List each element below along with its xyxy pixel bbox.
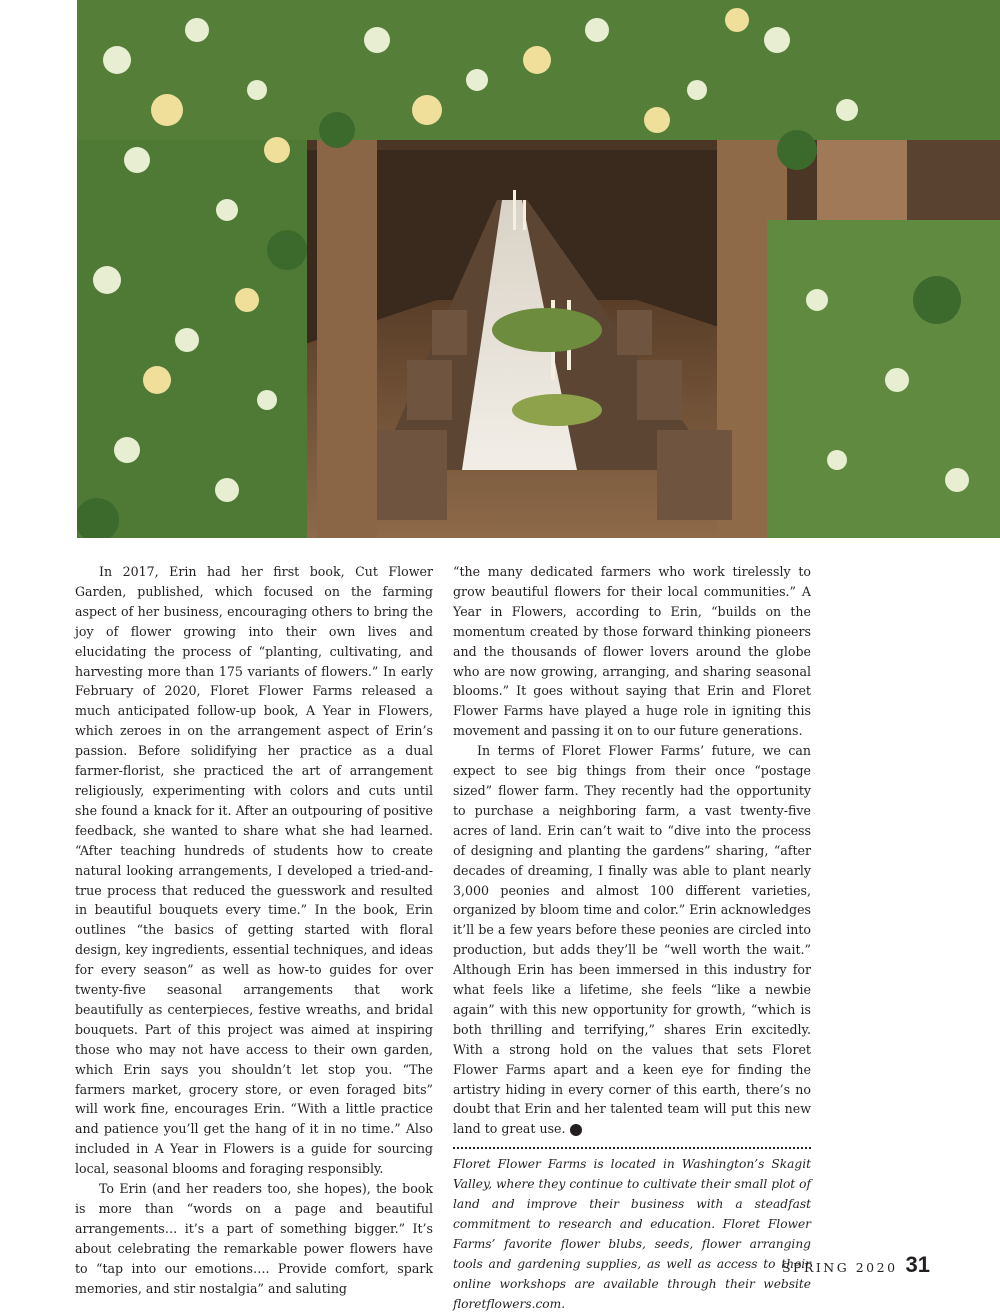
article-column-left — [75, 562, 433, 1299]
article-paragraph-continued: “the many dedicated farmers who work tirelessly to grow beautiful flowers for their local communities.” A Year in Flowers, according to Erin, “builds on the momentum created by those forward thinking pioneers and the thousands of flower lovers around the globe who are now growing, arranging, and sharing seasonal blooms.” It goes without saying that Erin and Floret Flower Farms have played a huge role in igniting this movement and passing it on to our future generations. — [453, 564, 811, 739]
article-closing-text: In terms of Floret Flower Farms’ future, we can expect to see big things from their once “postage sized” flower farm. They recently had the opportunity to purchase a neighboring farm, a vast twenty-five acres of land. Erin can’t wait to “dive into the process of designing and planting the gardens” sharing, “after decades of dreaming, I finally was able to plant nearly 3,000 peonies and almost 100 different varieties, organized by bloom time and color.” Erin acknowledges it’ll be a few years before these peonies are circled into production, but adds they’ll be “well worth the wait.” Although Erin has been immersed in this industry for what feels like a lifetime, she feels “like a newbie again” with this new opportunity for growth, “which is both thrilling and terrifying,” shares Erin excitedly. With a strong hold on the values that sets Floret Flower Farms apart and a keen eye for finding the artistry hiding in every corner of this earth, there’s no doubt that Erin and her talented team will put this new land to great use. — [453, 743, 811, 1137]
page-number: 31 — [905, 1252, 930, 1277]
dotted-divider — [453, 1147, 811, 1149]
article-paragraph — [453, 741, 811, 1139]
article-paragraph: In 2017, Erin had her first book, Cut Flower Garden, published, which focused on the farming aspect of her business, encouraging others to bring the joy of flower growing into their own lives and elucidating the process of “planting, cultivating, and harvesting more than 175 variants of flowers.” In early February of 2020, Floret Flower Farms released a much anticipated follow-up book, A Year in Flowers, which zeroes in on the arrangement aspect of Erin’s passion. Before solidifying her practice as a dual farmer-florist, she practiced the art of arrangement religiously, experimenting with colors and cuts until she found a knack for it. After an outpouring of positive feedback, she wanted to share what she had learned. “After teaching hundreds of students how to create natural looking arrangements, I developed a tried-and-true process that reduced the guesswork and resulted in beautiful bouquets every time.” In the book, Erin outlines “the basics of getting started with floral design, key ingredients, essential techniques, and ideas for every season” as well as how-to guides for over twenty-five seasonal arrangements that work beautifully as centerpieces, festive wreaths, and bridal bouquets. Part of this project was aimed at inspiring those who may not have access to their own garden, which Erin says you shouldn’t let stop you. “The farmers market, grocery store, or even foraged bits” will work fine, encourages Erin. “With a little practice and patience you’ll get the hang of it in no time.” Also included in A Year in Flowers is a guide for sourcing local, seasonal blooms and foraging responsibly. — [75, 564, 433, 1177]
article-column-right — [453, 562, 811, 1315]
article-paragraph: To Erin (and her readers too, she hopes), the book is more than “words on a page and beautiful arrangements… it’s a part of something bigger.” It’s about celebrating the remarkable power flowers have to “tap into our emotions…. Provide comfort, spark memories, and stir nostalgia” and saluting — [75, 1181, 433, 1296]
hero-photo — [77, 0, 1000, 538]
wood-post-left — [317, 120, 377, 538]
barn-table-illustration — [77, 0, 1000, 538]
end-mark-icon: AH — [570, 1124, 582, 1136]
page-folio — [782, 1252, 930, 1278]
sidebar-note: Floret Flower Farms is located in Washington’s Skagit Valley, where they continue to cultivate their small plot of land and improve their business with a steadfast commitment to research and education. Floret Flower Farms’ favorite flower blubs, seeds, flower arranging tools and gardening supplies, as well as access to their online workshops are available through their website floretflowers.com. — [453, 1157, 811, 1311]
issue-season: SPRING 2020 — [781, 1260, 898, 1275]
